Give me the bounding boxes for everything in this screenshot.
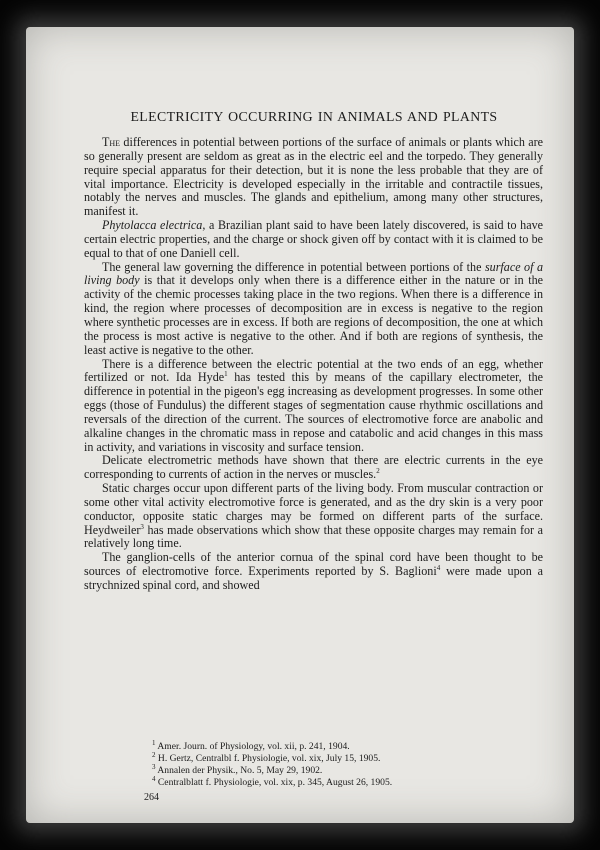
footnote-ref-4: 4 (436, 564, 441, 573)
paragraph-4-after: has tested this by means of the capillary electrometer, the difference in potential in the pigeon's egg increasing as development progresses. In some other eggs (those of Fundulus) the different stages of segmentation cause rhythmic oscillations and reversals of the direction of the current. The sources of electromotive force are anabolic and alkaline changes in the chromatic mass in repose and catabolic and acid changes in this mass in activity, and variations in viscosity and surface tension. (84, 370, 544, 454)
footnote-ref-1: 1 (224, 370, 228, 379)
paragraph-5-before: Delicate electrometric methods have shown that there are electric currents in the eye corresponding to currents of action in the nerves or muscles. (84, 453, 543, 482)
footnote-4 (152, 774, 532, 789)
footnote-2-number: 2 (152, 750, 156, 759)
paragraph-7-after: were made upon a strychnized spinal cord, and showed (84, 564, 543, 592)
paragraph-3-italic: surface of a living body (84, 259, 544, 288)
footnote-3-number: 3 (152, 762, 156, 771)
paragraph-4-before: There is a difference between the electric potential at the two ends of an egg, whether fertilized or not. Ida Hyde (84, 356, 543, 385)
paragraph-7 (84, 551, 543, 593)
page-number: 264 (144, 792, 159, 803)
paragraph-5 (84, 454, 543, 482)
paragraph-1-text: differences in potential between portions of the surface of animals or plants which are so generally present are seldom as great as in the electric eel and the torpedo. They generally require special apparatus for their detection, but it is none the less probable that they are of vital importance. Electricity is developed especially in the irritable and contractile tissues, notably the nerves and muscles. The glands and epithelium, among many other structures, manifest it. (84, 135, 543, 219)
paragraph-3 (84, 261, 543, 358)
paragraph-4 (84, 358, 543, 455)
paragraph-6-after: has made observations which show that these opposite charges may remain for a relatively long time. (84, 522, 543, 551)
footnote-1 (152, 738, 532, 753)
footnote-4-number: 4 (152, 774, 156, 783)
paragraph-6 (84, 482, 543, 551)
footnote-2-text: H. Gertz, Centralbl f. Physiologie, vol. xix, July 15, 1905. (157, 753, 381, 764)
paragraph-7-before: The ganglion-cells of the anterior cornua of the spinal cord have been thought to be sources of electromotive force. Experiments reported by S. Baglioni (84, 550, 543, 579)
footnote-4-text: Centralblatt f. Physiologie, vol. xix, p. 345, August 26, 1905. (157, 777, 393, 788)
paragraph-3-after: is that it develops only when there is a difference either in the nature or in the activity of the chemic processes taking place in the two regions. When there is a difference in kind, the region where processes of decomposition are in excess is negative to the region where synthetic processes are in excess. If both are regions of decomposition, the one at which the process is most active is negative to the other. And if both are regions of synthesis, the least active is negative to the other. (84, 273, 543, 357)
footnote-ref-2: 2 (376, 467, 380, 476)
footnote-1-text: Amer. Journ. of Physiology, vol. xii, p. 241, 1904. (157, 741, 350, 752)
footnote-2 (152, 750, 532, 765)
paragraph-1-lead: The (102, 135, 121, 149)
paragraph-2-italic: Phytolacca electrica (102, 218, 203, 233)
paragraph-2-text: , a Brazilian plant said to have been lately discovered, is said to have certain electric properties, and the charge or shock given off by contact with it is claimed to be equal to that of one Daniell cell. (84, 218, 543, 260)
footnote-3 (152, 762, 532, 777)
paragraph-6-before: Static charges occur upon different parts of the living body. From muscular contraction or some other vital activity electromotive force is generated, and as the dry skin is a very poor conductor, opposite static charges may be formed on different parts of the surface. Heydweiler (84, 481, 543, 537)
footnote-ref-3: 3 (140, 522, 144, 531)
footnote-1-number: 1 (152, 738, 156, 747)
footnote-3-text: Annalen der Physik., No. 5, May 29, 1902. (157, 765, 323, 776)
body-text (84, 136, 543, 593)
page-title: ELECTRICITY OCCURRING IN ANIMALS AND PLANTS (130, 109, 498, 124)
paragraph-3-before: The general law governing the difference in potential between portions of the (102, 259, 485, 274)
paragraph-2 (84, 219, 543, 261)
paragraph-1 (84, 136, 543, 219)
book-page (26, 27, 574, 823)
footnotes (152, 738, 532, 789)
